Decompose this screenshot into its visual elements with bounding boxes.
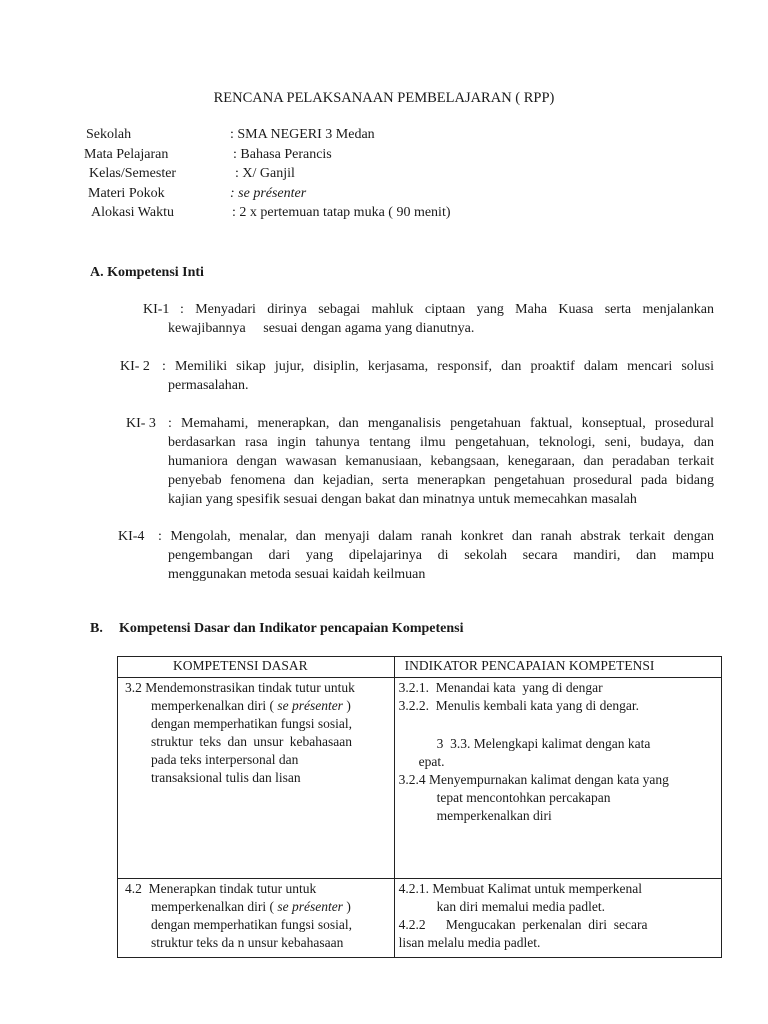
ki-code: KI- 3 xyxy=(126,416,156,431)
table-header-ipk: INDIKATOR PENCAPAIAN KOMPETENSI xyxy=(394,657,721,678)
identity-label-materi: Materi Pokok xyxy=(88,186,165,201)
table-header-row xyxy=(118,657,722,678)
identity-label-alokasi: Alokasi Waktu xyxy=(91,205,174,220)
identity-label-mapel: Mata Pelajaran xyxy=(84,147,169,162)
kd-cell-3-2: 3.2 Mendemonstrasikan tindak tutur untuk memperkenalkan diri ( se présenter ) dengan memperhatikan fungsi sosial, struktur teks dan unsur kebahasaan pada teks interpersonal dan transaksional tulis dan lisan xyxy=(118,678,395,879)
ki-code: KI- 2 xyxy=(120,359,150,374)
competency-table xyxy=(117,656,722,958)
identity-value-kelas: : X/ Ganjil xyxy=(235,166,295,181)
ki-continuation: pengembangan dari yang dipelajarinya di sekolah secara mandiri, dan mampu menggunakan metoda sesuai kaidah keilmuan xyxy=(168,548,714,582)
ki-continuation: berdasarkan rasa ingin tahunya tentang ilmu pengetahuan, teknologi, seni, budaya, dan humaniora dengan wawasan kemanusiaan, kebangsaan, kenegaraan, dan peradaban terkait penyebab fenomena dan kejadian, serta menerapkan pengetahuan prosedural pada bidang kajian yang spesifik sesuai dengan bakat dan minatnya untuk memecahkan masalah xyxy=(168,435,714,507)
identity-value-mapel: : Bahasa Perancis xyxy=(233,147,332,162)
kd-cell-4-2: 4.2 Menerapkan tindak tutur untuk memperkenalkan diri ( se présenter ) dengan memperhatikan fungsi sosial, struktur teks da n unsur kebahasaan xyxy=(118,879,395,958)
identity-label-sekolah: Sekolah xyxy=(86,127,132,142)
identity-value-alokasi: : 2 x pertemuan tatap muka ( 90 menit) xyxy=(232,205,451,220)
ki-4 xyxy=(116,527,714,587)
ki-2 xyxy=(116,357,714,397)
ipk-cell-4-2: 4.2.1. Membuat Kalimat untuk memperkenal kan diri memalui media padlet. 4.2.2 Mengucakan perkenalan diri secara lisan melalu media padlet. xyxy=(394,879,721,958)
identity-value-sekolah: : SMA NEGERI 3 Medan xyxy=(230,127,375,142)
ki-first-line: : Mengolah, menalar, dan menyaji dalam ranah konkret dan ranah abstrak terkait dengan xyxy=(158,529,714,544)
identity-value-materi: : se présenter xyxy=(230,186,307,201)
ipk-cell-3-2: 3.2.1. Menandai kata yang di dengar 3.2.2. Menulis kembali kata yang di dengar. 3 3.3. Melengkapi kalimat dengan kata epat. 3.2.4 Menyempurnakan kalimat dengan kata yang tepat mencontohkan percakapan memperkenalkan diri xyxy=(394,678,721,879)
ki-first-line: : Memiliki sikap jujur, disiplin, kerjasama, responsif, dan proaktif dalam mencari solusi xyxy=(162,359,714,374)
section-b-number: B. xyxy=(90,621,103,636)
ki-3 xyxy=(116,414,714,514)
ki-first-line: : Memahami, menerapkan, dan menganalisis pengetahuan faktual, konseptual, prosedural xyxy=(168,416,714,431)
ki-1 xyxy=(116,300,714,340)
ki-continuation: permasalahan. xyxy=(168,378,249,393)
ki-code: KI-4 xyxy=(118,529,145,544)
section-a-heading: A. Kompetensi Inti xyxy=(90,265,204,280)
document-title: RENCANA PELAKSANAAN PEMBELAJARAN ( RPP) xyxy=(213,90,555,106)
table-row xyxy=(118,879,722,958)
ki-first-line: : Menyadari dirinya sebagai mahluk ciptaan yang Maha Kuasa serta menjalankan xyxy=(180,302,714,317)
ki-code: KI-1 xyxy=(143,302,170,317)
section-b-heading: Kompetensi Dasar dan Indikator pencapaian Kompetensi xyxy=(119,621,464,636)
table-header-kd: KOMPETENSI DASAR xyxy=(118,657,395,678)
identity-label-kelas: Kelas/Semester xyxy=(89,166,177,181)
ki-continuation: kewajibannya sesuai dengan agama yang dianutnya. xyxy=(168,321,475,336)
table-row xyxy=(118,678,722,879)
